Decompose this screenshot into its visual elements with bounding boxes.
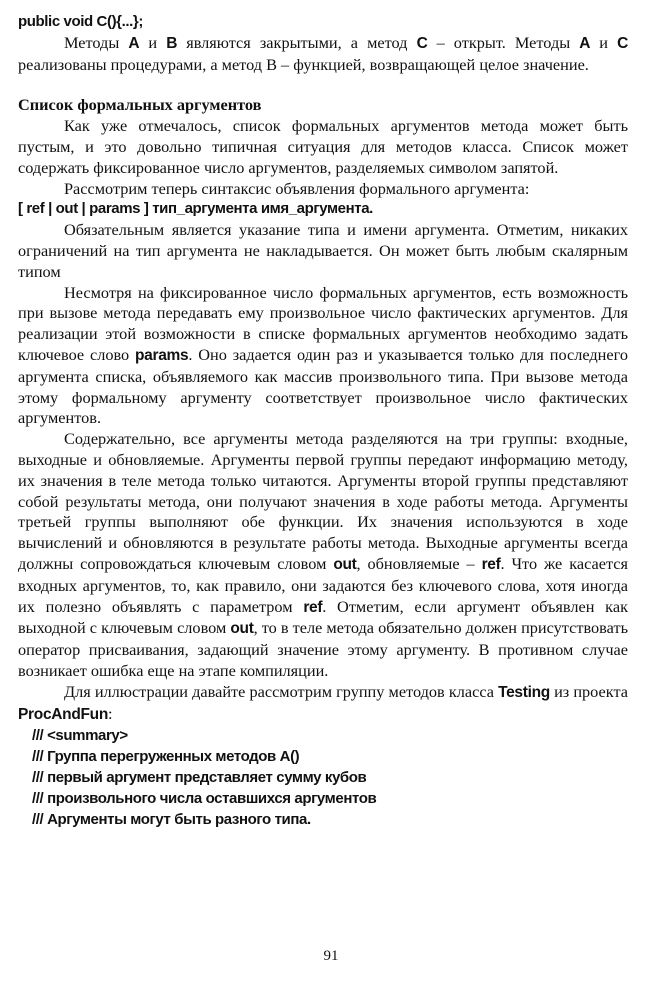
keyword-c: C xyxy=(416,34,428,52)
text: и xyxy=(590,32,618,52)
text: Несмотря на фиксированное число формальных аргументов, есть возможность при вызове метода передавать ему произвольное число фактических аргументов. Для реализации этой возможности в списке формальных аргументов необходимо задать ключевое слово xyxy=(18,282,628,364)
text: , обновляемые – xyxy=(356,553,482,573)
text: : xyxy=(108,703,113,723)
page-content xyxy=(18,12,628,830)
keyword-b: B xyxy=(166,34,178,52)
text: . Что же касается входных аргументов, то, как правило, они задаются без ключевого слова, хотя иногда их полезно объявлять с параметром xyxy=(18,553,629,616)
code-comment-line: /// <summary> xyxy=(32,727,128,745)
text: Для иллюстрации давайте рассмотрим группу методов класса xyxy=(64,681,499,701)
text: , то в теле метода обязательно должен присутствовать оператор присваивания, задающий значение этому аргументу. В противном случае возникает ошибка еще на этапе компиляции. xyxy=(18,618,628,680)
section-heading: Список формальных аргументов xyxy=(18,95,262,115)
paragraph-formal-args-list: Как уже отмечалось, список формальных аргументов метода может быть пустым, и это довольно типичная ситуация для методов класса. Список может содержать фиксированное число аргументов, разделяемых символом запятой. xyxy=(18,116,628,177)
keyword-c: C xyxy=(617,34,629,52)
paragraph-type-and-name: Обязательным является указание типа и имени аргумента. Отметим, никаких ограничений на тип аргумента не накладывается. Он может быть любым скалярным типом xyxy=(18,220,628,281)
paragraph-params-keyword xyxy=(18,283,628,430)
code-comment-line: /// Аргументы могут быть разного типа. xyxy=(32,811,311,829)
keyword-params: params xyxy=(135,346,189,364)
keyword-testing: Testing xyxy=(498,683,550,701)
code-line-method-c: public void C(){...}; xyxy=(18,13,143,30)
text: . Оно задается один раз и указывается только для последнего аргумента списка, объявляемого как массив произвольного типа. При вызове метода этому формальному аргументу соответствует произвольное число фактических аргументов. xyxy=(18,344,628,428)
text: являются закрытыми, а метод xyxy=(177,32,417,52)
syntax-declaration: [ ref | out | params ] тип_аргумента имя_аргумента. xyxy=(18,200,373,218)
code-comment-line: /// первый аргумент представляет сумму кубов xyxy=(32,769,367,787)
text: реализованы процедурами, а метод В – функцией, возвращающей целое значение. xyxy=(18,54,589,74)
code-comment-line: /// произвольного числа оставшихся аргументов xyxy=(32,790,377,808)
code-comment-line: /// Группа перегруженных методов A() xyxy=(32,748,300,766)
keyword-a: A xyxy=(579,34,591,52)
keyword-ref: ref xyxy=(481,555,501,573)
keyword-a: A xyxy=(128,34,140,52)
keyword-out: out xyxy=(333,555,357,573)
page-number: 91 xyxy=(323,948,339,964)
paragraph-syntax-intro: Рассмотрим теперь синтаксис объявления формального аргумента: xyxy=(64,178,530,198)
text: Методы xyxy=(64,32,129,52)
keyword-procandfun: ProcAndFun xyxy=(18,705,108,723)
keyword-ref: ref xyxy=(303,598,323,616)
paragraph-methods-access xyxy=(18,33,628,76)
text: и xyxy=(139,32,167,52)
paragraph-argument-groups xyxy=(18,429,628,682)
text: . Отметим, если аргумент объявлен как выходной с ключевым словом xyxy=(18,596,628,638)
text: из проекта xyxy=(549,681,628,701)
text: – открыт. Методы xyxy=(427,32,580,52)
keyword-out: out xyxy=(230,620,254,638)
paragraph-illustration xyxy=(18,682,628,726)
text: Содержательно, все аргументы метода разделяются на три группы: входные, выходные и обновляемые. Аргументы первой группы передают информацию методу, их значения в теле метода только читаются. Аргументы второй группы представляют собой результаты метода, они получают значения в ходе работы метода. Аргументы третьей группы выполняют обе функции. Их значения используются в ходе вычислений и обновляются в результате работы метода. Выходные аргументы всегда должны сопровождаться ключевым словом xyxy=(18,429,628,573)
